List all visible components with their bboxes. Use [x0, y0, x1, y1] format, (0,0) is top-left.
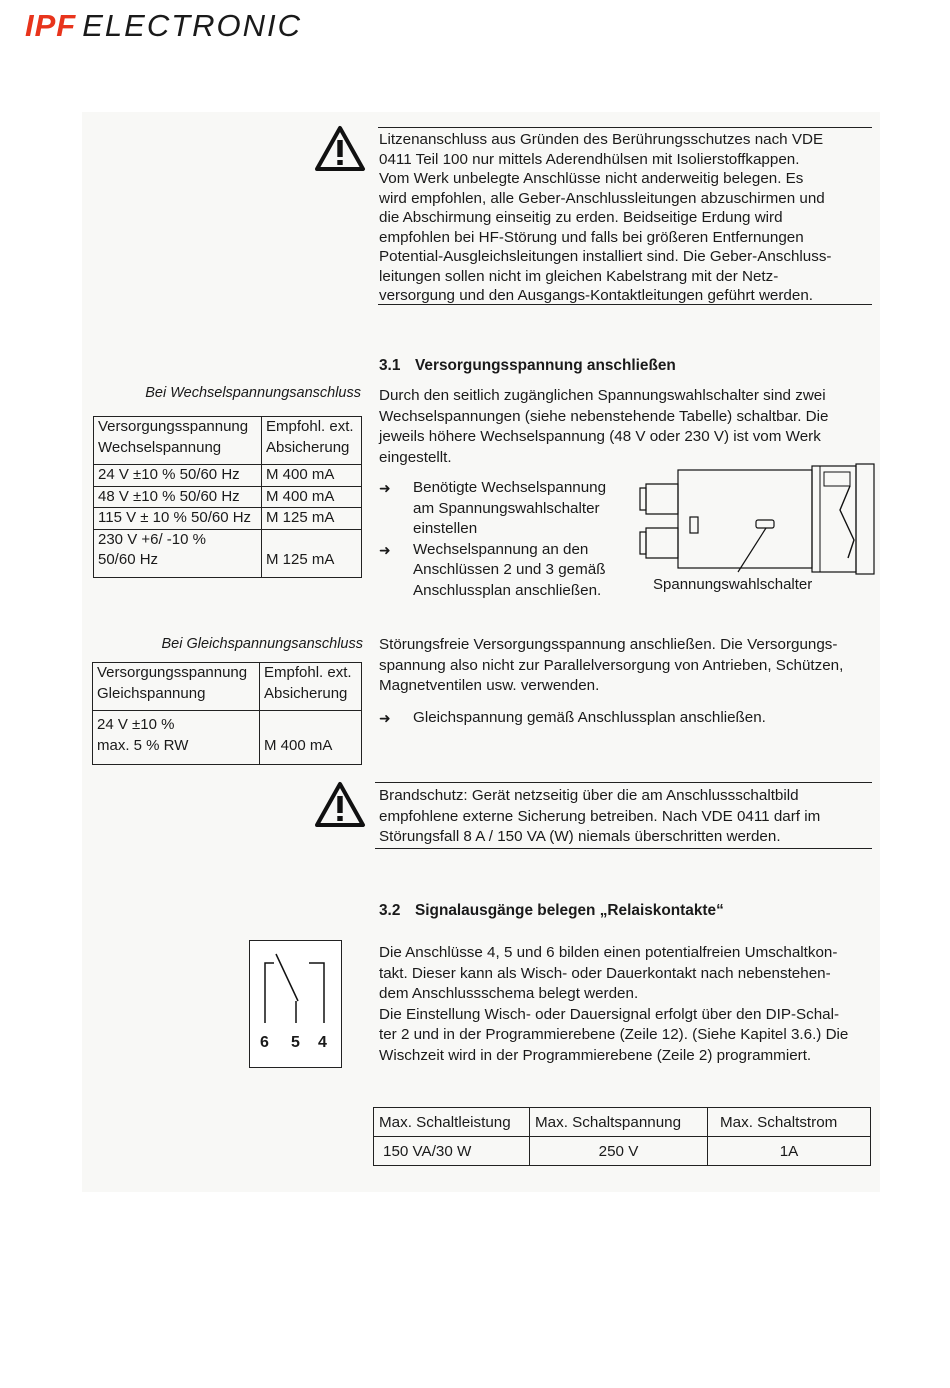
warning1-text: Litzenanschluss aus Gründen des Berührungsschutzes nach VDE 0411 Teil 100 nur mittels Aderendhülsen mit Isolierstoffkappen. Vom Werk unbelegte Anschlüsse nicht anderweitig belegen. Es wird empfohlen, alle Geber-Anschlussleitungen abzuschirmen und die Abschirmung einseitig zu erden. Beidseitige Erdung wird empfohlen bei HF-Störung und falls bei größeren Entfernungen Potential-Ausgleichsleitungen installiert sind. Die Geber-Anschluss- leitungen sollen nicht im gleichen Kabelstrang mit der Netz- versorgung und den Ausgangs-Kontaktleitungen geführt werden.	[379, 131, 832, 304]
figure-label: Spannungswahlschalter	[653, 576, 813, 593]
ac-caption: Bei Wechselspannungsanschluss	[145, 385, 361, 401]
table-row	[374, 1137, 871, 1166]
table-header-cell: Versorgungsspannung Gleichspannung	[93, 663, 260, 711]
table-cell: 230 V +6/ -10 % 50/60 Hz	[94, 529, 262, 577]
table-cell: 150 VA/30 W	[374, 1137, 530, 1166]
section-title: Versorgungsspannung anschließen	[415, 357, 676, 374]
table-cell: M 125 mA	[262, 529, 362, 577]
table-row	[94, 529, 362, 577]
section-number: 3.2	[379, 902, 401, 919]
table-header-cell: Empfohl. ext. Absicherung	[260, 663, 362, 711]
table-header-cell: Empfohl. ext. Absicherung	[262, 417, 362, 465]
list-item-text: Benötigte Wechselspannung am Spannungswahlschalter einstellen	[413, 479, 607, 537]
list-item	[379, 478, 639, 540]
table-cell: M 125 mA	[262, 508, 362, 530]
warning2-top-rule	[375, 782, 872, 783]
relay-contact-symbol	[250, 941, 341, 1031]
table-cell: M 400 mA	[262, 486, 362, 508]
logo-electronic: ELECTRONIC	[82, 8, 303, 43]
warning1-bottom-rule	[378, 304, 872, 305]
logo-ipf: IPF	[25, 8, 77, 43]
table-header-cell: Versorgungsspannung Wechselspannung	[94, 417, 262, 465]
table-cell: 24 V ±10 % max. 5 % RW	[93, 711, 260, 765]
table-row	[94, 465, 362, 487]
table-header-row	[374, 1108, 871, 1137]
section-3-1-heading	[379, 357, 676, 375]
arrow-bullet-icon: ➜	[379, 541, 391, 558]
dc-description: Störungsfreie Versorgungsspannung anschließen. Die Versorgungs- spannung also nicht zur Parallelversorgung von Antrieben, Schützen, Magnetventilen usw. verwenden.	[379, 636, 844, 694]
relay-contact-schematic	[249, 940, 342, 1068]
table-cell: 250 V	[530, 1137, 708, 1166]
table-header-cell: Max. Schaltspannung	[530, 1108, 708, 1137]
table-cell: 24 V ±10 % 50/60 Hz	[94, 465, 262, 487]
table-row	[93, 711, 362, 765]
arrow-bullet-icon: ➜	[379, 710, 391, 726]
dc-caption: Bei Gleichspannungsanschluss	[161, 636, 363, 652]
table-header-cell: Max. Schaltstrom	[708, 1108, 871, 1137]
terminal-label: 5	[291, 1034, 300, 1051]
warning-triangle-icon	[314, 780, 366, 828]
dc-bullet-list	[379, 708, 874, 729]
warning2-text: Brandschutz: Gerät netzseitig über die am Anschlussschaltbild empfohlene externe Sicherung betreiben. Nach VDE 0411 darf im Störungsfall 8 A / 150 VA (W) niemals überschritten werden.	[379, 787, 821, 845]
list-item-text: Wechselspannung an den Anschlüssen 2 und 3 gemäß Anschlussplan anschließen.	[413, 540, 606, 599]
list-item-text: Gleichspannung gemäß Anschlussplan anschließen.	[413, 709, 766, 726]
warning-triangle-icon	[314, 124, 366, 172]
arrow-bullet-icon: ➜	[379, 480, 391, 496]
warning2-bottom-rule	[375, 848, 872, 849]
relay-ratings-table	[373, 1107, 871, 1166]
table-cell: 48 V ±10 % 50/60 Hz	[94, 486, 262, 508]
device-diagram	[636, 462, 878, 576]
section-number: 3.1	[379, 357, 401, 374]
table-cell: 115 V ± 10 % 50/60 Hz	[94, 508, 262, 530]
section-title: Signalausgänge belegen „Relaiskontakte“	[415, 902, 724, 919]
terminal-label: 4	[318, 1034, 327, 1051]
table-cell: M 400 mA	[260, 711, 362, 765]
section-3-2-heading	[379, 902, 724, 920]
table-cell: M 400 mA	[262, 465, 362, 487]
ac-supply-table	[93, 416, 362, 578]
relay-description: Die Anschlüsse 4, 5 und 6 bilden einen potentialfreien Umschaltkon- takt. Dieser kann als Wisch- oder Dauerkontakt nach nebenstehen- dem Anschlussschema belegt werden. Die Einstellung Wisch- oder Dauersignal erfolgt über den DIP-Schal- ter 2 und in der Programmierebene (Zeile 12). (Siehe Kapitel 3.6.) Die Wischzeit wird in der Programmierebene (Zeile 2) programmiert.	[379, 944, 849, 1064]
ac-bullet-list	[379, 478, 639, 601]
table-header-row	[94, 417, 362, 465]
dc-supply-table	[92, 662, 362, 765]
list-item	[379, 540, 639, 602]
table-header-row	[93, 663, 362, 711]
list-item	[379, 708, 874, 729]
table-row	[94, 508, 362, 530]
table-header-cell: Max. Schaltleistung	[374, 1108, 530, 1137]
ac-description: Durch den seitlich zugänglichen Spannungswahlschalter sind zwei Wechselspannungen (siehe nebenstehende Tabelle) schaltbar. Die jeweils höhere Wechselspannung (48 V oder 230 V) ist vom Werk eingestellt.	[379, 387, 829, 466]
table-cell: 1A	[708, 1137, 871, 1166]
table-row	[94, 486, 362, 508]
terminal-label: 6	[260, 1034, 269, 1051]
brand-logo	[25, 8, 302, 44]
warning1-top-rule	[378, 127, 872, 128]
